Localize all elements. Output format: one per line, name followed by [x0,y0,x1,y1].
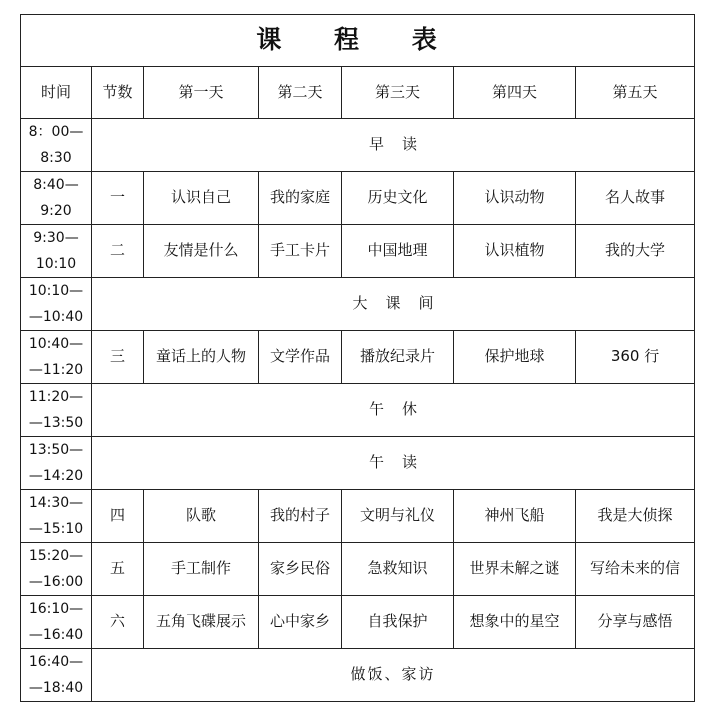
schedule-body [21,119,695,702]
time-cell [21,119,92,172]
table-row [21,490,695,543]
course-cell: 名人故事 [576,172,695,225]
time-line: 9:30— [33,230,79,246]
time-cell [21,596,92,649]
time-line: 16:40— [28,654,84,670]
column-header: 第五天 [576,67,695,119]
time-line: —14:20 [28,468,84,484]
time-line: 8:40— [33,177,79,193]
course-cell: 文学作品 [259,331,342,384]
time-line: 8:30 [40,150,72,166]
period-cell: 二 [92,225,144,278]
course-cell: 认识植物 [454,225,576,278]
time-cell [21,225,92,278]
activity-span-cell: 午休 [92,384,695,437]
schedule-title: 课 程 表 [21,15,695,67]
course-cell: 童话上的人物 [144,331,259,384]
course-cell: 认识动物 [454,172,576,225]
column-header: 第二天 [259,67,342,119]
time-cell [21,172,92,225]
course-cell: 我是大侦探 [576,490,695,543]
time-line: 16:10— [28,601,84,617]
course-cell: 家乡民俗 [259,543,342,596]
time-cell [21,384,92,437]
time-line: —15:10 [28,521,84,537]
period-cell: 四 [92,490,144,543]
column-header: 第一天 [144,67,259,119]
table-row [21,596,695,649]
activity-span-cell: 做饭、家访 [92,649,695,702]
time-cell [21,490,92,543]
header-row [21,67,695,119]
course-cell: 认识自己 [144,172,259,225]
course-cell: 我的村子 [259,490,342,543]
course-cell: 自我保护 [342,596,454,649]
time-line: 14:30— [28,495,84,511]
course-cell: 我的家庭 [259,172,342,225]
course-cell: 历史文化 [342,172,454,225]
time-line: —10:40 [28,309,84,325]
time-line: —18:40 [28,680,84,696]
time-line: —16:00 [28,574,84,590]
course-cell: 中国地理 [342,225,454,278]
table-row [21,225,695,278]
course-cell: 五角飞碟展示 [144,596,259,649]
course-cell: 队歌 [144,490,259,543]
time-line: 9:20 [40,203,72,219]
period-cell: 五 [92,543,144,596]
period-cell: 一 [92,172,144,225]
time-line: 13:50— [28,442,84,458]
time-cell [21,331,92,384]
period-cell: 六 [92,596,144,649]
time-line: 11:20— [28,389,84,405]
table-row [21,172,695,225]
time-line: —13:50 [28,415,84,431]
activity-span-cell: 大课间 [92,278,695,331]
schedule-table [20,14,695,702]
time-cell [21,278,92,331]
table-row [21,543,695,596]
course-cell: 360 行 [576,331,695,384]
course-cell: 手工卡片 [259,225,342,278]
time-line: 10:40— [28,336,84,352]
time-line: 8：00— [28,124,84,140]
table-row [21,437,695,490]
table-row [21,278,695,331]
activity-span-cell: 午读 [92,437,695,490]
time-cell [21,543,92,596]
course-cell: 文明与礼仪 [342,490,454,543]
course-cell: 分享与感悟 [576,596,695,649]
course-cell: 写给未来的信 [576,543,695,596]
time-line: —16:40 [28,627,84,643]
course-cell: 世界未解之谜 [454,543,576,596]
table-row [21,384,695,437]
course-cell: 保护地球 [454,331,576,384]
column-header: 第四天 [454,67,576,119]
table-row [21,649,695,702]
table-row [21,119,695,172]
course-cell: 友情是什么 [144,225,259,278]
column-header: 第三天 [342,67,454,119]
column-header: 节数 [92,67,144,119]
time-line: 15:20— [28,548,84,564]
course-cell: 我的大学 [576,225,695,278]
course-cell: 手工制作 [144,543,259,596]
activity-span-cell: 早读 [92,119,695,172]
table-row [21,331,695,384]
course-cell: 神州飞船 [454,490,576,543]
column-header: 时间 [21,67,92,119]
time-line: —11:20 [28,362,84,378]
period-cell: 三 [92,331,144,384]
time-cell [21,437,92,490]
time-cell [21,649,92,702]
course-cell: 想象中的星空 [454,596,576,649]
time-line: 10:10 [35,256,77,272]
course-cell: 心中家乡 [259,596,342,649]
course-cell: 急救知识 [342,543,454,596]
course-cell: 播放纪录片 [342,331,454,384]
time-line: 10:10— [28,283,84,299]
